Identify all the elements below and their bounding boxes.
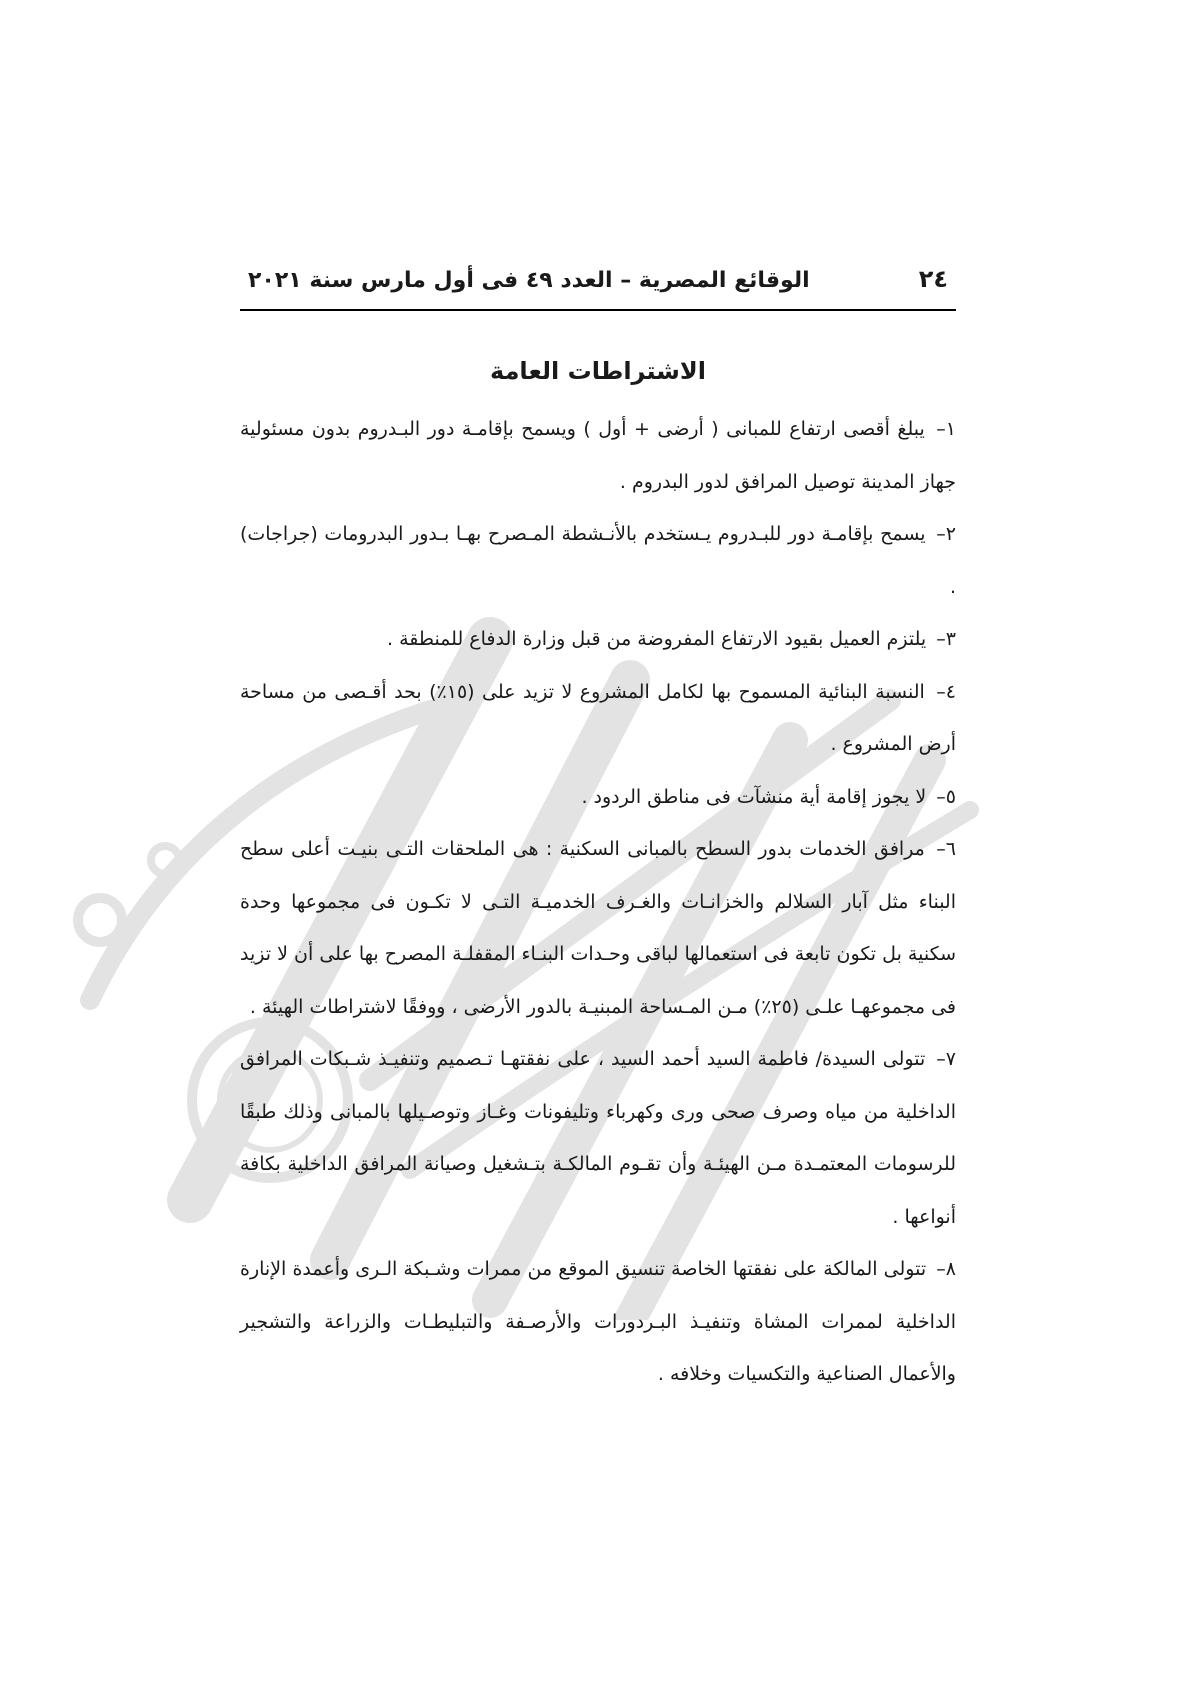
clause-number: ٢– xyxy=(936,523,956,545)
clause-6 xyxy=(240,823,956,1033)
clause-number: ٣– xyxy=(936,628,956,650)
document-page xyxy=(240,265,956,1401)
clause-text: يلتزم العميل بقيود الارتفاع المفروضة من قبل وزارة الدفاع للمنطقة . xyxy=(386,628,927,650)
clause-number: ٤– xyxy=(936,680,957,703)
clause-1 xyxy=(240,403,956,508)
clause-4 xyxy=(240,666,956,771)
clause-3 xyxy=(240,613,956,666)
clause-text: تتولى السيدة/ فاطمة السيد أحمد السيد ، على نفقتهـا تـصميم وتنفيـذ شـبكات المرافق الداخلية من مياه وصرف صحى ورى وكهرباء وتليفونات وغـاز وتوصـيلها بالمبانى وذلك طبقًا للرسومات المعتمـدة مـن الهيئـة وأن تقـوم المالكـة بتـشغيل وصيانة المرافق الداخلية بكافة أنواعها . xyxy=(240,1048,956,1228)
clause-8 xyxy=(240,1243,956,1401)
clauses-list xyxy=(240,403,956,1401)
page-header xyxy=(240,265,956,311)
clause-number: ١– xyxy=(936,418,956,440)
clause-text: لا يجوز إقامة أية منشآت فى مناطق الردود . xyxy=(581,785,927,808)
clause-text: يسمح بإقامـة دور للبـدروم يـستخدم بالأنـشطة المـصرح بهـا بـدور البدرومات (جراجات) . xyxy=(240,523,956,598)
clause-text: مرافق الخدمات بدور السطح بالمبانى السكنية : هى الملحقات التـى بنيـت أعلى سطح البناء مثل آبار السلالم والخزانـات والغـرف الخدميـة التـى لا تكـون فى مجموعها وحدة سكنية بل تكون تابعة فى استعمالها لباقى وحـدات البنـاء المقفلـة المصرح بها على أن لا تزيد فى مجموعهـا علـى (٢٥٪) مـن المـساحة المبنيـة بالدور الأرضى ، ووفقًا لاشتراطات الهيئة . xyxy=(240,838,956,1018)
clause-number: ٥– xyxy=(936,785,956,808)
clause-number: ٦– xyxy=(936,838,956,860)
clause-5 xyxy=(240,771,956,824)
section-title: الاشتراطات العامة xyxy=(490,357,706,385)
clause-text: تتولى المالكة على نفقتها الخاصة تنسيق الموقع من ممرات وشـبكة الـرى وأعمدة الإنارة الداخلية لممرات المشاة وتنفيـذ البـردورات والأرصـفة والتبليطـات والزراعة والتشجير والأعمال الصناعية والتكسيات وخلافه . xyxy=(240,1258,956,1385)
clause-7 xyxy=(240,1033,956,1243)
clause-text: يبلغ أقصى ارتفاع للمبانى ( أرضى + أول ) ويسمح بإقامـة دور البـدروم بدون مسئولية جهاز المدينة توصيل المرافق لدور البدروم . xyxy=(240,418,956,493)
clause-2 xyxy=(240,508,956,613)
publication-title: الوقائع المصرية – العدد ٤٩ فى أول مارس سنة ٢٠٢١ xyxy=(248,268,810,293)
clause-number: ٨– xyxy=(936,1258,956,1280)
clause-number: ٧– xyxy=(936,1048,956,1070)
page-number: ٢٤ xyxy=(918,265,948,293)
clause-text: النسبة البنائية المسموح بها لكامل المشروع لا تزيد على (١٥٪) بحد أقـصى من مساحة أرض المشروع . xyxy=(240,680,956,755)
